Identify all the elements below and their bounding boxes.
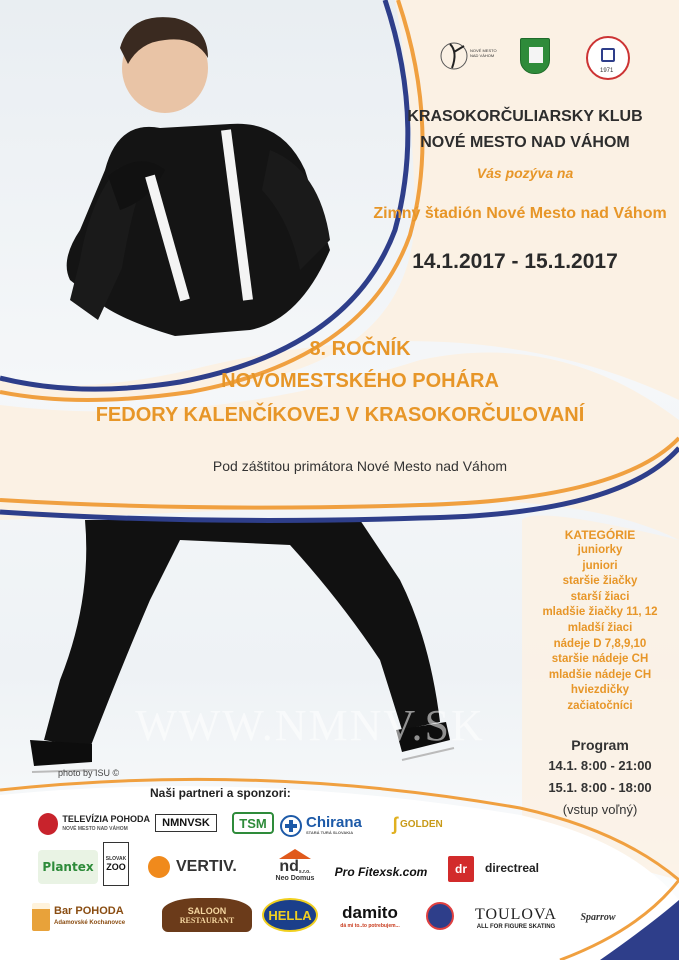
vertiv-icon: [148, 856, 170, 878]
category-item: staršie žiačky: [562, 575, 638, 588]
golden-swoosh-icon: ʃ: [392, 813, 398, 834]
edition-text: 8. ROČNÍK: [309, 338, 411, 360]
vertiv-logo: [148, 854, 260, 880]
partners-title: Naši partneri a sponzori:: [150, 786, 291, 800]
photo-credit: photo by ISU ©: [58, 768, 120, 778]
category-item: hviezdičky: [570, 684, 630, 697]
categories-list: [530, 527, 670, 715]
damito-name: damito: [342, 903, 398, 922]
club-name-line1: KRASOKORČULIARSKY KLUB: [407, 108, 643, 125]
saloon-top: SALOON: [187, 905, 227, 916]
neodomus-nd: nd: [279, 857, 299, 875]
skate-left: [30, 740, 92, 766]
category-item: staršie nádeje CH: [551, 653, 649, 666]
club-name-line2: NOVÉ MESTO NAD VÁHOM: [420, 134, 630, 151]
chirana-logo: [280, 812, 384, 840]
hella-logo: HELLA: [262, 898, 318, 932]
program-day2: 15.1. 8:00 - 18:00: [548, 780, 652, 795]
club-logo-text: NOVÉ MESTO NAD VÁHOM: [470, 48, 497, 58]
patron-text: Pod záštitou primátora Nové Mesto nad Váhom: [212, 458, 508, 474]
watermark: WWW.NMNV.SK: [135, 701, 485, 750]
event-title-line2: FEDORY KALENČÍKOVEJ V KRASOKORČUĽOVANÍ: [95, 404, 585, 426]
plantex-name: Plantex: [42, 860, 94, 874]
tv-name: TELEVÍZIA POHODA: [62, 814, 150, 824]
skater-logo-icon: [440, 38, 500, 78]
damito-sub: dá mi to..to potrebujem...: [340, 923, 400, 929]
nmnv-logo: NMNVSK: [155, 814, 217, 832]
profitex-logo: Pro Fitexsk.com: [334, 865, 428, 879]
federation-year: 1971: [600, 68, 614, 74]
zoo-word: ZOO: [106, 862, 126, 872]
program-day1: 14.1. 8:00 - 21:00: [548, 758, 652, 773]
chirana-name: Chirana: [306, 814, 362, 831]
golden-logo: [392, 812, 452, 836]
zoo-sub: SLOVAK: [105, 856, 127, 862]
program-note: (vstup voľný): [562, 802, 638, 817]
saloon-logo: [162, 898, 252, 932]
category-item: juniorky: [577, 544, 623, 556]
damito-logo: [324, 898, 416, 934]
house-icon: [279, 849, 311, 859]
event-dates: 14.1.2017 - 15.1.2017: [412, 250, 618, 273]
toulova-logo: [462, 902, 570, 934]
toulova-name: TOULOVA: [475, 906, 557, 923]
federation-seal-icon: [586, 36, 630, 80]
coat-of-arms-icon: [520, 38, 550, 74]
sparrow-logo: Sparrow: [580, 911, 616, 923]
tv-pohoda-logo: [38, 810, 150, 838]
directreal-logo: directreal: [484, 861, 540, 875]
invite-text: Vás pozýva na: [476, 165, 574, 181]
bar-name: Bar POHODA: [54, 905, 124, 917]
saloon-bottom: RESTAURANT: [179, 915, 235, 925]
categories-title: KATEGÓRIE: [564, 528, 636, 542]
golden-name: GOLDEN: [400, 818, 443, 830]
neodomus-logo: [270, 843, 320, 887]
partner-badge-icon: [426, 902, 454, 930]
toulova-sub: ALL FOR FIGURE SKATING: [476, 924, 556, 930]
bar-sub: Adamovské Kochanovce: [54, 920, 126, 926]
program-block: [530, 735, 670, 821]
zoo-logo: [103, 842, 129, 886]
category-item: mladší žiaci: [567, 621, 633, 634]
category-item: mladšie žiačky 11, 12: [542, 606, 658, 619]
tv-sub: NOVÉ MESTO NAD VÁHOM: [62, 826, 128, 832]
bar-pohoda-logo: [32, 898, 156, 936]
dr-logo-icon: dr: [448, 856, 474, 882]
tv-icon: [38, 813, 58, 835]
club-logo: [440, 38, 500, 78]
event-title-line1: NOVOMESTSKÉHO POHÁRA: [221, 370, 499, 392]
category-item: nádeje D 7,8,9,10: [553, 637, 647, 650]
category-item: mladšie nádeje CH: [548, 668, 652, 681]
program-title: Program: [571, 737, 629, 753]
vertiv-name: VERTIV.: [176, 858, 237, 875]
neodomus-sro: s.r.o.: [298, 868, 311, 875]
beer-mug-icon: [32, 903, 50, 931]
venue-text: Zimný štadión Nové Mesto nad Váhom: [373, 205, 667, 222]
neodomus-name: Neo Domus: [275, 874, 315, 882]
category-item: starší žiaci: [570, 590, 630, 603]
tsm-logo: TSM: [232, 812, 274, 834]
plantex-logo: [38, 850, 98, 884]
chirana-cross-icon: [280, 815, 302, 837]
category-item: začiatočníci: [567, 699, 633, 712]
category-item: juniori: [582, 559, 618, 572]
chirana-sub: STARÁ TURÁ SLOVAKIA: [306, 830, 354, 835]
